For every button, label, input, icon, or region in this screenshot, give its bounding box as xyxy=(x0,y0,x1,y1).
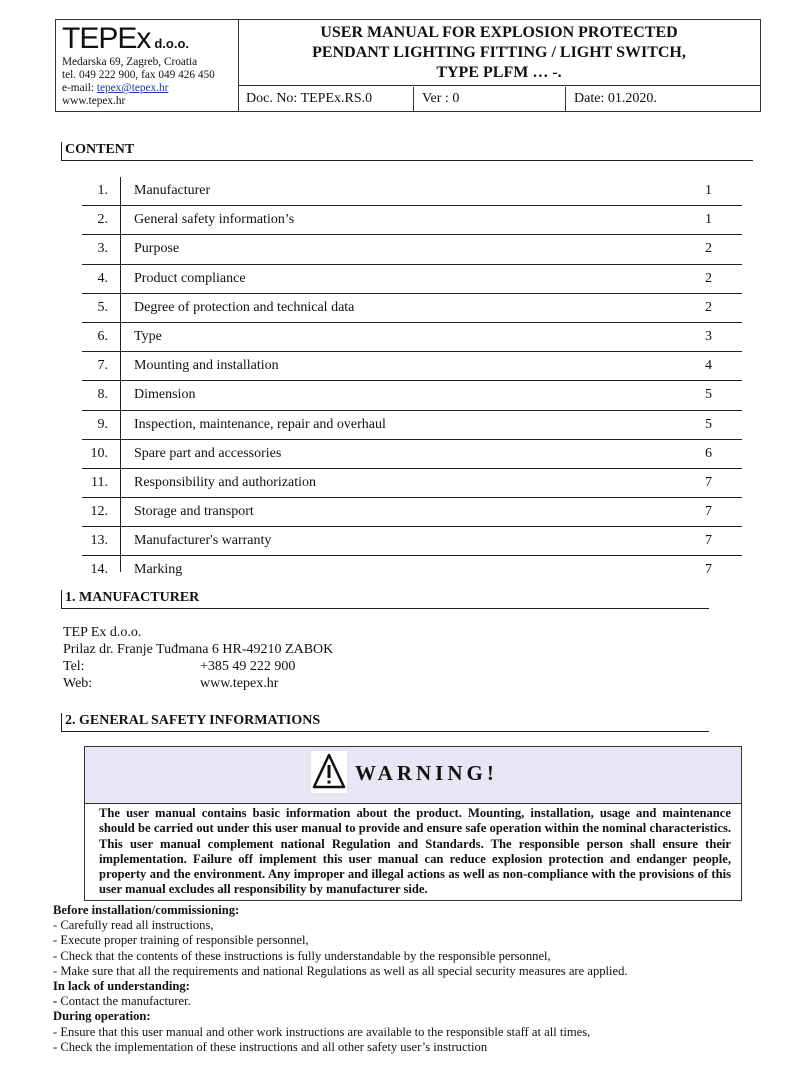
list-item: - Carefully read all instructions, xyxy=(53,918,214,933)
toc-row[interactable]: 2. General safety information’s 1 xyxy=(82,206,742,235)
doc-version: Ver : 0 xyxy=(414,87,566,111)
company-website: www.tepex.hr xyxy=(62,95,126,107)
manufacturer-heading: 1. MANUFACTURER xyxy=(61,590,709,609)
toc-row[interactable]: 10. Spare part and accessories 6 xyxy=(82,440,742,469)
lack-heading: In lack of understanding: xyxy=(53,979,190,994)
table-of-contents xyxy=(82,177,742,585)
toc-row[interactable]: 4. Product compliance 2 xyxy=(82,265,742,294)
toc-row[interactable]: 3. Purpose 2 xyxy=(82,235,742,264)
tel-value: +385 49 222 900 xyxy=(200,659,296,674)
warning-icon xyxy=(311,751,347,793)
manufacturer-address: Prilaz dr. Franje Tuđmana 6 HR-49210 ZABOK xyxy=(63,642,334,657)
company-email-line: e-mail: tepex@tepex.hr xyxy=(62,82,169,94)
warning-text: The user manual contains basic information about the product. Mounting, installation, usage and maintenance should be carried out under this user manual to provide and ensure safe operation within the nominal characteristics. This user manual complement national Regulation and Standards. The responsible person shall ensure their implementation. Failure off implement this user manual can reduce explosion protection and endanger people, property and the environment. Any improper and illegal actions as well as non-compliance with the provisions of this user manual excludes all responsibility by manufacturer side. xyxy=(99,806,731,897)
tel-label: Tel: xyxy=(63,659,85,674)
safety-heading: 2. GENERAL SAFETY INFORMATIONS xyxy=(61,713,709,732)
content-heading: CONTENT xyxy=(61,142,753,161)
list-item: - Ensure that this user manual and other work instructions are available to the responsible staff at all times, xyxy=(53,1024,591,1039)
warning-box xyxy=(84,746,742,901)
doc-date: Date: 01.2020. xyxy=(574,91,657,106)
web-label: Web: xyxy=(63,676,93,691)
toc-row[interactable]: 5. Degree of protection and technical data 2 xyxy=(82,294,742,323)
toc-row[interactable]: 7. Mounting and installation 4 xyxy=(82,352,742,381)
safety-instructions xyxy=(53,903,753,1055)
email-link[interactable]: tepex@tepex.hr xyxy=(96,82,169,94)
company-address: Medarska 69, Zagreb, Croatia xyxy=(62,56,198,68)
list-item: - Contact the manufacturer. xyxy=(53,994,191,1009)
company-phone: tel. 049 222 900, fax 049 426 450 xyxy=(62,69,215,81)
list-item: - Make sure that all the requirements and national Regulations as well as all special security measures are applied. xyxy=(53,963,628,978)
list-item: - Execute proper training of responsible personnel, xyxy=(53,933,309,948)
warning-title: WARNING! xyxy=(355,761,498,785)
list-item: - Check that the contents of these instructions is fully understandable by the responsible personnel, xyxy=(53,948,551,963)
list-item: - Check the implementation of these instructions and all other safety user’s instruction xyxy=(53,1039,488,1054)
toc-row[interactable]: 1. Manufacturer 1 xyxy=(82,177,742,206)
web-value[interactable]: www.tepex.hr xyxy=(200,676,279,691)
toc-row[interactable]: 8. Dimension 5 xyxy=(82,381,742,410)
toc-row[interactable]: 11. Responsibility and authorization 7 xyxy=(82,469,742,498)
document-title: USER MANUAL FOR EXPLOSION PROTECTED PENDANT LIGHTING FITTING / LIGHT SWITCH, TYPE PLFM … -. xyxy=(238,20,760,86)
doc-number: Doc. No: TEPEx.RS.0 xyxy=(238,87,414,111)
before-heading: Before installation/commissioning: xyxy=(53,903,240,917)
warning-header xyxy=(85,747,741,804)
toc-row[interactable]: 9. Inspection, maintenance, repair and overhaul 5 xyxy=(82,411,742,440)
company-logo: TEPEx d.o.o. xyxy=(62,22,190,55)
toc-row[interactable]: 13. Manufacturer's warranty 7 xyxy=(82,527,742,556)
during-heading: During operation: xyxy=(53,1009,151,1024)
toc-row[interactable]: 12. Storage and transport 7 xyxy=(82,498,742,527)
company-block xyxy=(56,20,239,111)
document-header xyxy=(55,19,761,112)
toc-row[interactable]: 14. Marking 7 xyxy=(90,562,712,578)
toc-row[interactable]: 6. Type 3 xyxy=(82,323,742,352)
manufacturer-name: TEP Ex d.o.o. xyxy=(63,625,142,640)
